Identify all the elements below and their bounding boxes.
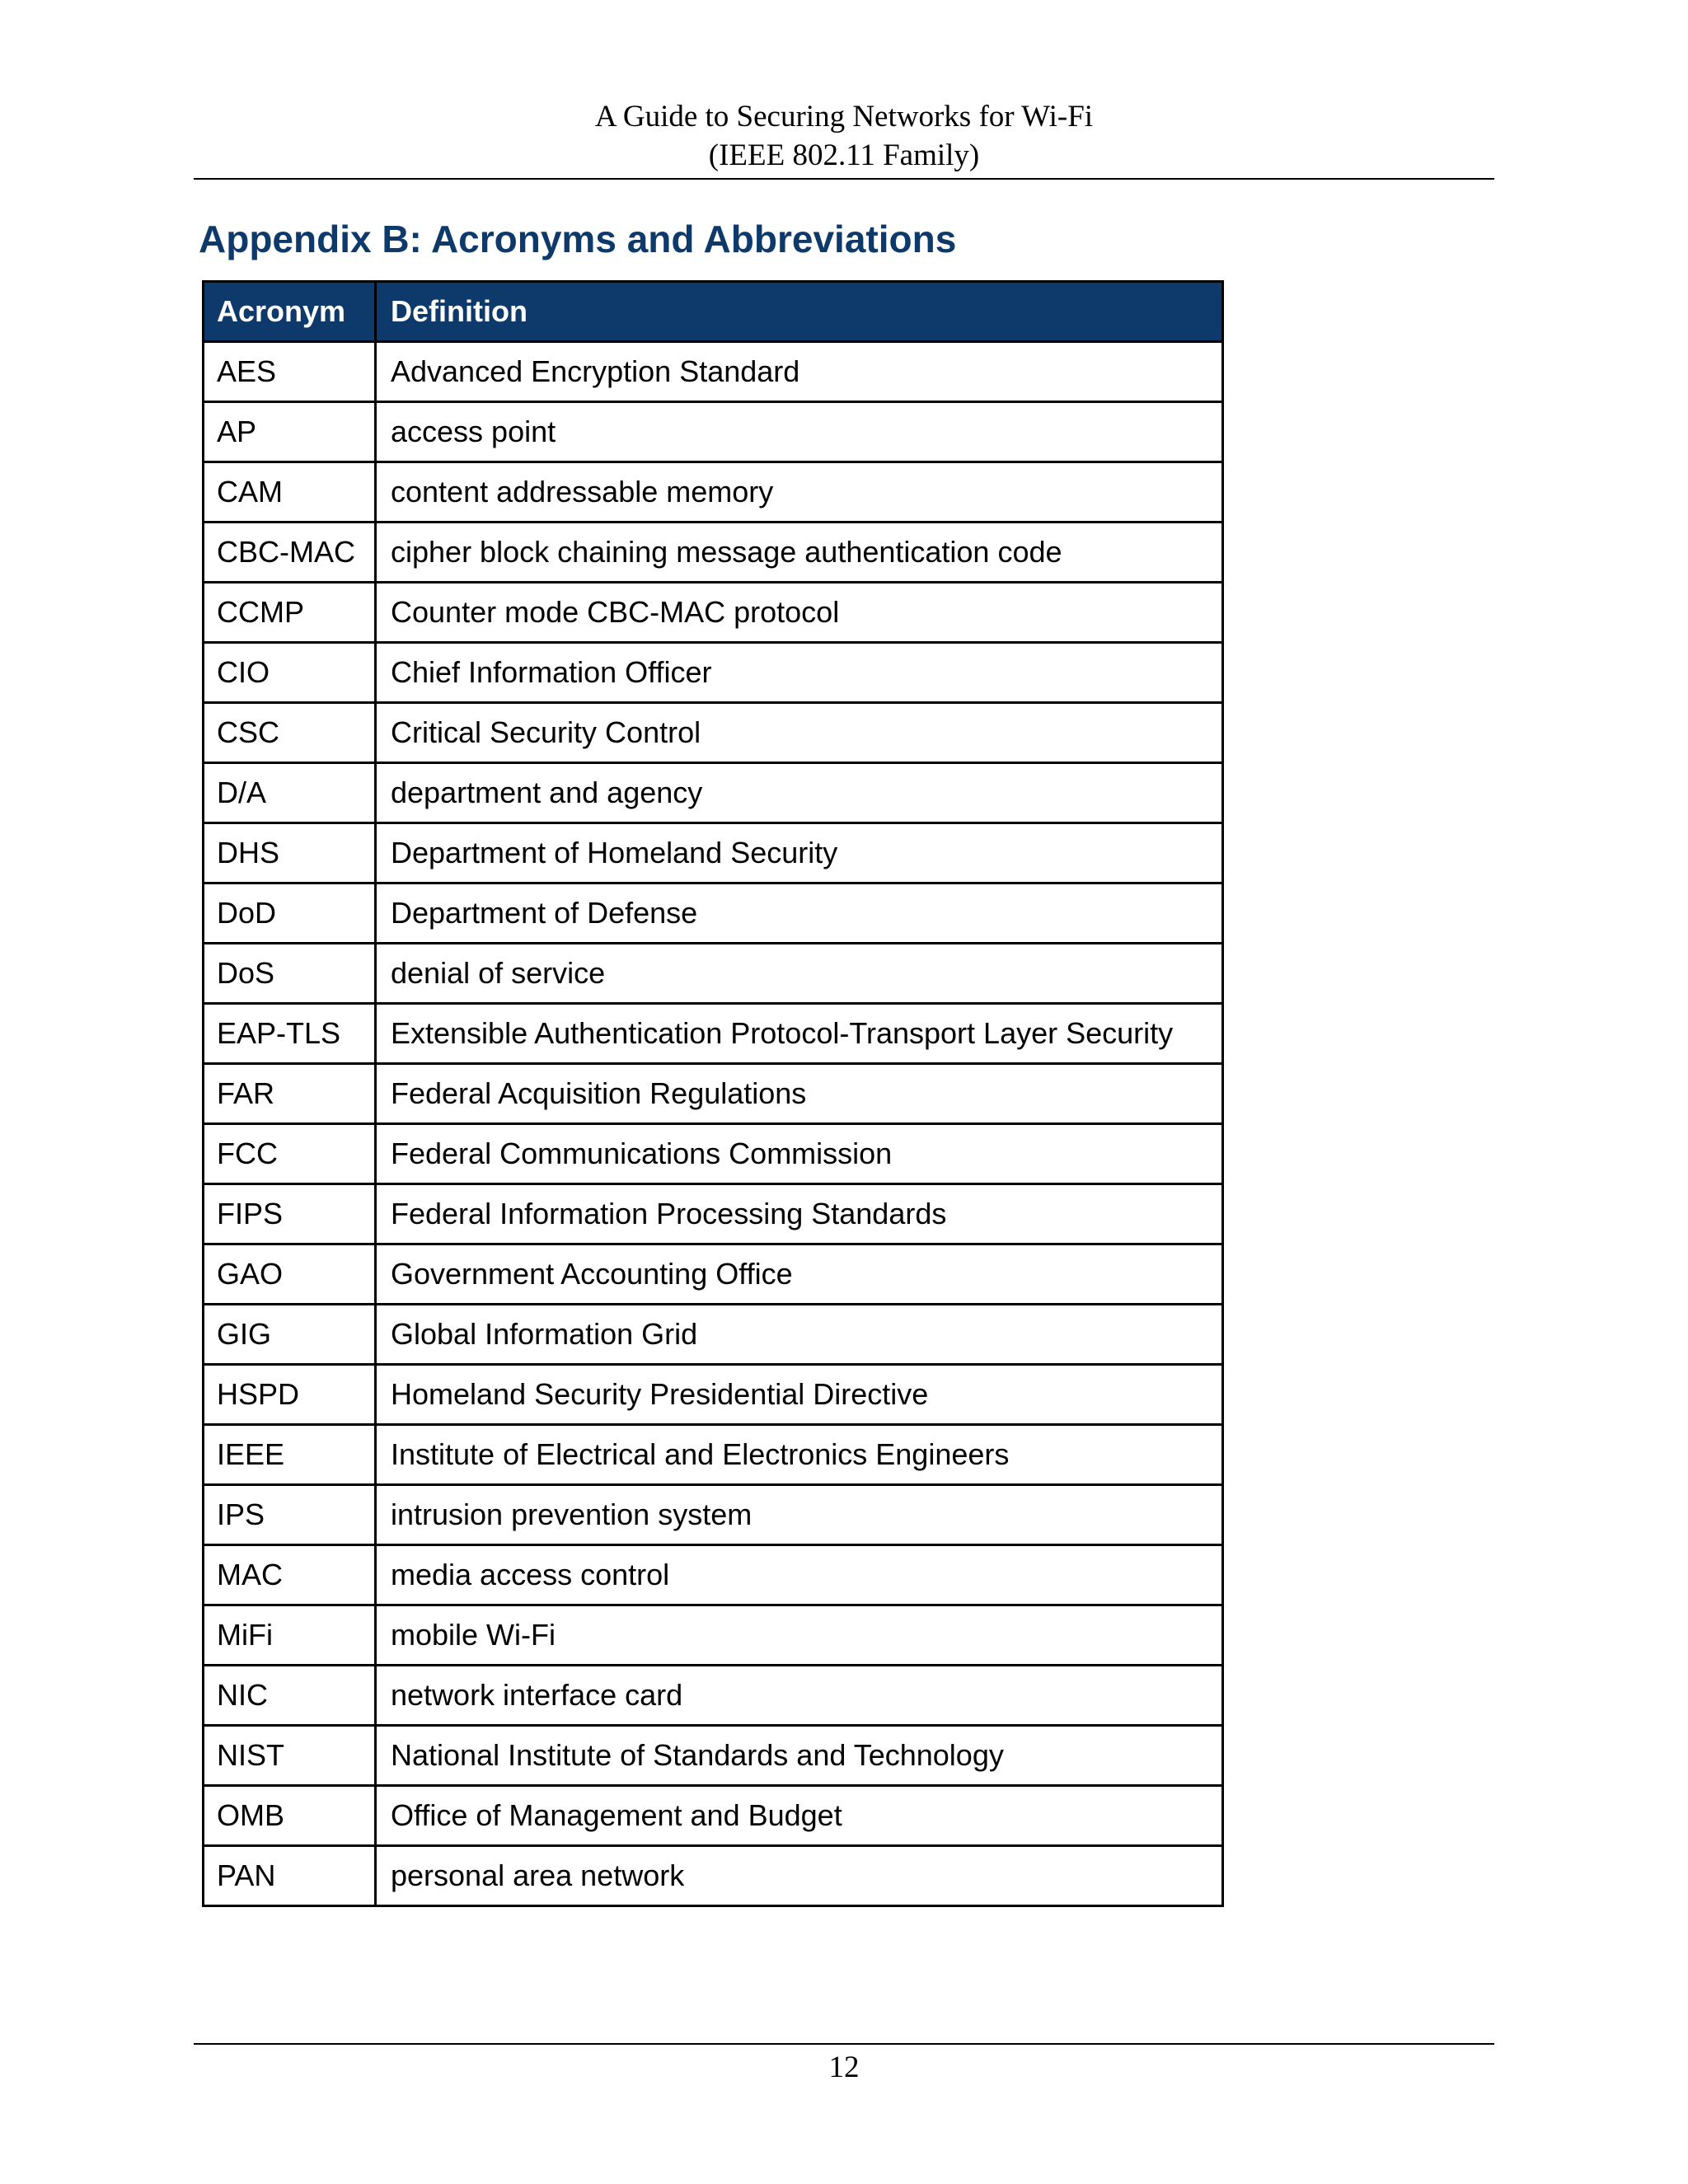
table-row [204,1545,1223,1605]
acronym-cell: MAC [204,1545,376,1605]
column-header-definition: Definition [376,282,1223,342]
definition-cell: Counter mode CBC-MAC protocol [376,583,1223,643]
acronym-cell: DoD [204,883,376,944]
table-body [204,342,1223,1906]
acronym-cell: DHS [204,823,376,883]
definition-cell: denial of service [376,944,1223,1004]
table-row [204,1786,1223,1846]
definition-cell: Department of Defense [376,883,1223,944]
acronym-cell: HSPD [204,1365,376,1425]
definition-cell: National Institute of Standards and Technology [376,1726,1223,1786]
header-title: A Guide to Securing Networks for Wi-Fi [594,100,1094,134]
definition-cell: department and agency [376,763,1223,823]
acronym-cell: D/A [204,763,376,823]
table-row [204,1846,1223,1906]
acronym-cell: EAP-TLS [204,1004,376,1064]
acronym-cell: PAN [204,1846,376,1906]
acronyms-table [202,280,1224,1907]
definition-cell: Critical Security Control [376,703,1223,763]
definition-cell: content addressable memory [376,462,1223,523]
acronym-cell: FAR [204,1064,376,1124]
column-header-acronym: Acronym [204,282,376,342]
table-row [204,1004,1223,1064]
table-row [204,462,1223,523]
footer-divider [194,2043,1494,2045]
table-row [204,1726,1223,1786]
definition-cell: mobile Wi-Fi [376,1605,1223,1666]
definition-cell: Government Accounting Office [376,1244,1223,1305]
acronym-cell: DoS [204,944,376,1004]
acronym-cell: CAM [204,462,376,523]
table-row [204,1305,1223,1365]
definition-cell: Office of Management and Budget [376,1786,1223,1846]
table-row [204,763,1223,823]
table-row [204,1425,1223,1485]
acronym-cell: GIG [204,1305,376,1365]
acronym-cell: IEEE [204,1425,376,1485]
acronym-cell: MiFi [204,1605,376,1666]
definition-cell: cipher block chaining message authentication code [376,523,1223,583]
table-row [204,1666,1223,1726]
acronym-cell: AP [204,402,376,462]
table-row [204,944,1223,1004]
definition-cell: Chief Information Officer [376,643,1223,703]
definition-cell: network interface card [376,1666,1223,1726]
table-row [204,883,1223,944]
acronym-cell: FIPS [204,1184,376,1244]
table-row [204,402,1223,462]
acronym-cell: CIO [204,643,376,703]
table-row [204,1184,1223,1244]
acronym-cell: OMB [204,1786,376,1846]
table-row [204,342,1223,402]
table-row [204,583,1223,643]
definition-cell: Extensible Authentication Protocol-Transport Layer Security [376,1004,1223,1064]
table-row [204,643,1223,703]
definition-cell: access point [376,402,1223,462]
definition-cell: Federal Information Processing Standards [376,1184,1223,1244]
acronym-cell: IPS [204,1485,376,1545]
table-row [204,1365,1223,1425]
acronym-cell: GAO [204,1244,376,1305]
acronym-cell: FCC [204,1124,376,1184]
acronym-cell: AES [204,342,376,402]
definition-cell: Advanced Encryption Standard [376,342,1223,402]
header-divider [194,178,1494,180]
definition-cell: Global Information Grid [376,1305,1223,1365]
acronym-cell: NIC [204,1666,376,1726]
table-row [204,1064,1223,1124]
header-subtitle: (IEEE 802.11 Family) [708,138,980,172]
acronym-cell: NIST [204,1726,376,1786]
table-row [204,1244,1223,1305]
definition-cell: media access control [376,1545,1223,1605]
acronym-cell: CCMP [204,583,376,643]
definition-cell: personal area network [376,1846,1223,1906]
definition-cell: Department of Homeland Security [376,823,1223,883]
table-header-row [204,282,1223,342]
table-row [204,703,1223,763]
table-row [204,523,1223,583]
table-row [204,1605,1223,1666]
running-header [0,97,1688,175]
definition-cell: Federal Communications Commission [376,1124,1223,1184]
table-row [204,823,1223,883]
section-heading: Appendix B: Acronyms and Abbreviations [199,218,957,260]
acronym-cell: CBC-MAC [204,523,376,583]
table-row [204,1124,1223,1184]
page-number: 12 [828,2050,860,2084]
definition-cell: Institute of Electrical and Electronics Engineers [376,1425,1223,1485]
table-row [204,1485,1223,1545]
definition-cell: Federal Acquisition Regulations [376,1064,1223,1124]
acronym-cell: CSC [204,703,376,763]
definition-cell: Homeland Security Presidential Directive [376,1365,1223,1425]
definition-cell: intrusion prevention system [376,1485,1223,1545]
